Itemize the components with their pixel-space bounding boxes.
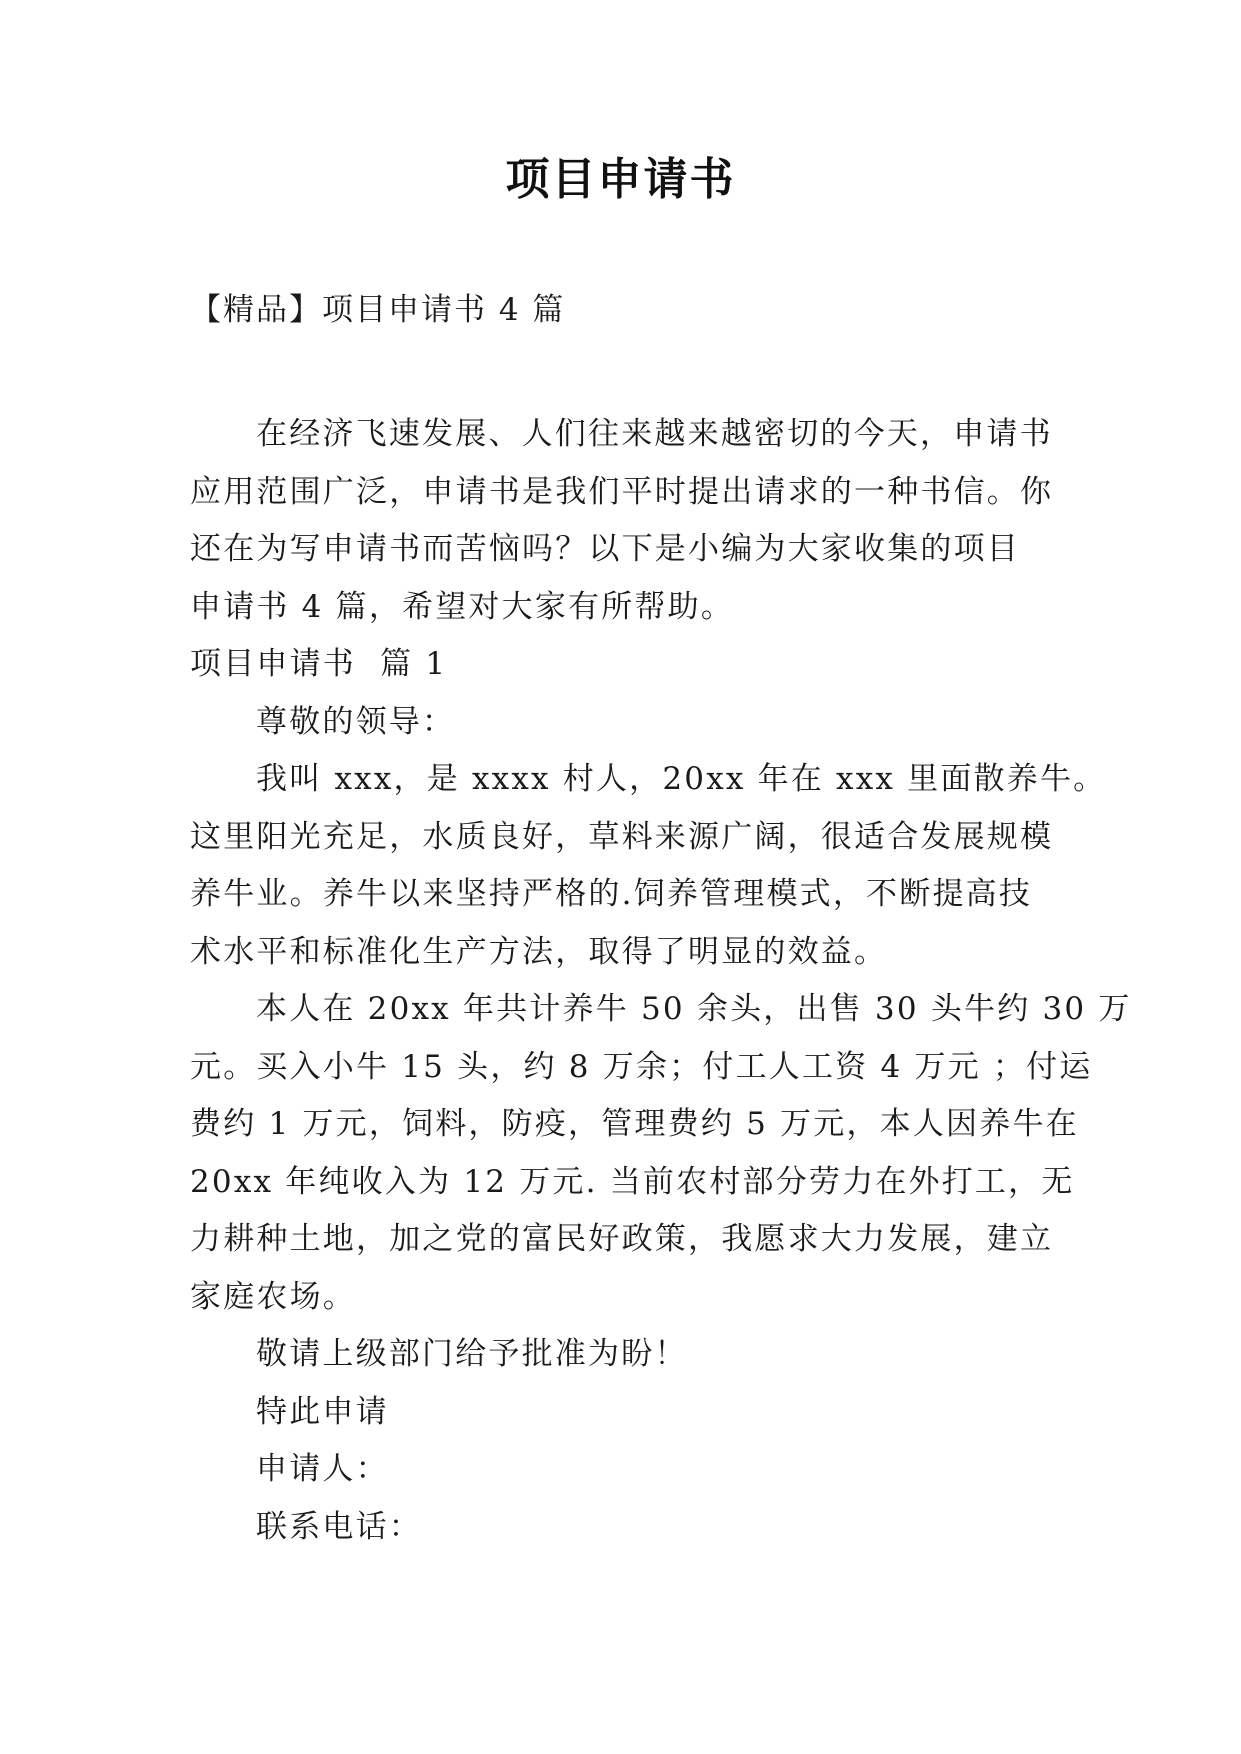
document-title: 项目申请书	[505, 154, 736, 205]
closing-line: 特此申请	[256, 1393, 389, 1430]
section-heading: 项目申请书 篇 1	[190, 646, 448, 682]
intro-paragraph	[190, 406, 1056, 636]
request-line: 敬请上级部门给予批准为盼！	[256, 1336, 688, 1372]
paragraph-1	[190, 751, 1107, 981]
text-line: 元。买入小牛 15 头，约 8 万余；付工人工资 4 万元 ；付运	[190, 1048, 1093, 1085]
text-line: 养牛业。养牛以来坚持严格的.饲养管理模式，不断提高技	[190, 876, 1033, 912]
text-line: 申请书 4 篇，希望对大家有所帮助。	[190, 588, 735, 625]
text-line: 本人在 20xx 年共计养牛 50 余头，出售 30 头牛约 30 万	[256, 991, 1132, 1027]
text-line: 应用范围广泛，申请书是我们平时提出请求的一种书信。你	[190, 473, 1054, 510]
applicant-label: 申请人：	[256, 1451, 389, 1487]
text-line: 20xx 年纯收入为 12 万元. 当前农村部分劳力在外打工，无	[190, 1163, 1075, 1200]
text-line: 在经济飞速发展、人们往来越来越密切的今天，申请书	[256, 416, 1053, 452]
phone-label: 联系电话：	[256, 1508, 422, 1545]
text-line: 我叫 xxx，是 xxxx 村人，20xx 年在 xxx 里面散养牛。	[256, 761, 1107, 797]
paragraph-2	[190, 981, 1132, 1326]
text-line: 家庭农场。	[190, 1278, 356, 1315]
text-line: 还在为写申请书而苦恼吗？以下是小编为大家收集的项目	[190, 531, 1020, 567]
text-line: 这里阳光充足，水质良好，草料来源广阔，很适合发展规模	[190, 818, 1054, 855]
document-subtitle: 【精品】项目申请书 4 篇	[190, 292, 566, 328]
document-body	[190, 406, 1132, 1556]
salutation: 尊敬的领导：	[256, 703, 456, 740]
text-line: 费约 1 万元，饲料，防疫，管理费约 5 万元，本人因养牛在	[190, 1106, 1079, 1142]
text-line: 力耕种土地，加之党的富民好政策，我愿求大力发展，建立	[190, 1221, 1054, 1257]
text-line: 术水平和标准化生产方法，取得了明显的效益。	[190, 933, 888, 970]
